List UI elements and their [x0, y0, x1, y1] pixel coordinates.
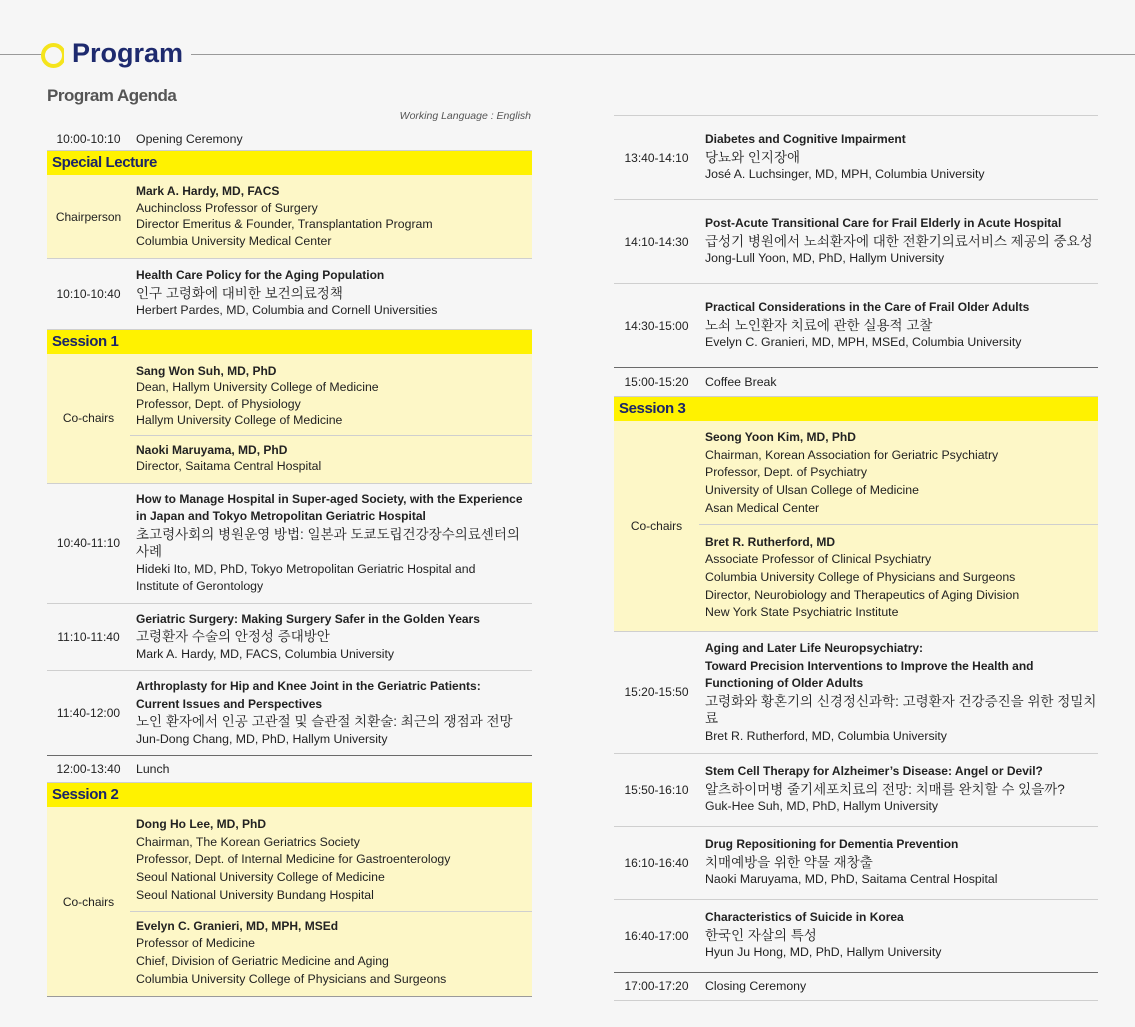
role-label: Co-chairs [62, 894, 115, 909]
talk-speaker: Hyun Ju Hong, MD, PhD, Hallym University [705, 945, 942, 960]
person-name: Sang Won Suh, MD, PhD [136, 363, 277, 378]
talk-speaker: Evelyn C. Granieri, MD, MPH, MSEd, Columbia University [705, 335, 1022, 350]
time: 17:00-17:20 [624, 979, 689, 994]
time: 16:40-17:00 [624, 928, 689, 943]
time: 13:40-14:10 [624, 150, 689, 165]
talk-title: Arthroplasty for Hip and Knee Joint in the Geriatric Patients: [136, 679, 481, 693]
talk-title: Post-Acute Transitional Care for Frail Elderly in Acute Hospital [705, 216, 1062, 231]
person-line: Chairman, The Korean Geriatrics Society [136, 834, 360, 849]
person-name: Bret R. Rutherford, MD [705, 534, 835, 549]
person-name: Evelyn C. Granieri, MD, MPH, MSEd [136, 918, 339, 933]
talk-title: Toward Precision Interventions to Improve the Health and [705, 658, 1034, 673]
left-column [47, 128, 532, 997]
agenda-title: Program Agenda [47, 86, 177, 105]
time: 14:30-15:00 [624, 318, 689, 333]
talk-korean: 치매예방을 위한 약물 재창출 [705, 854, 873, 870]
talk-row [614, 632, 1098, 754]
talk-title: Diabetes and Cognitive Impairment [705, 132, 906, 147]
talk-row [614, 115, 1098, 200]
person-line: Associate Professor of Clinical Psychiatry [705, 552, 932, 567]
time: 15:00-15:20 [624, 375, 689, 389]
person-line: Director Emeritus & Founder, Transplantation Program [136, 217, 433, 231]
person-line: Seoul National University Bundang Hospital [136, 887, 374, 902]
talk-row [614, 754, 1098, 827]
talk-title: Health Care Policy for the Aging Population [136, 268, 385, 282]
talk-speaker: Jun-Dong Chang, MD, PhD, Hallym University [136, 731, 388, 746]
talk-speaker: Institute of Gerontology [136, 579, 264, 593]
talk-title: Stem Cell Therapy for Alzheimer’s Disease: Angel or Devil? [705, 764, 1043, 779]
talk-title: Characteristics of Suicide in Korea [705, 910, 904, 925]
chair-person [130, 807, 532, 911]
talk-speaker: Jong-Lull Yoon, MD, PhD, Hallym University [705, 251, 945, 266]
person-line: Professor, Dept. of Internal Medicine for Gastroenterology [136, 852, 451, 867]
talk-title: How to Manage Hospital in Super-aged Society, with the Experience [136, 491, 523, 506]
special-lecture-chairs [47, 175, 532, 259]
person-line: Professor of Medicine [136, 936, 255, 951]
chair-person [130, 175, 532, 258]
session2-chairs [47, 807, 532, 997]
label: Coffee Break [705, 375, 777, 389]
talk-speaker: Naoki Maruyama, MD, PhD, Saitama Central Hospital [705, 872, 998, 887]
session1-band: Session 1 [47, 330, 532, 354]
talk-speaker: Bret R. Rutherford, MD, Columbia University [705, 729, 947, 743]
time: 12:00-13:40 [56, 762, 121, 776]
chair-person [130, 911, 532, 997]
talk-title: Current Issues and Perspectives [136, 696, 323, 711]
person-line: Chief, Division of Geriatric Medicine and Aging [136, 953, 389, 968]
talk-row [47, 484, 532, 604]
role-label: Co-chairs [630, 519, 683, 534]
time: 11:10-11:40 [57, 629, 120, 644]
person-line: Professor, Dept. of Psychiatry [705, 465, 867, 480]
talk-speaker: Mark A. Hardy, MD, FACS, Columbia University [136, 646, 395, 661]
time: 11:40-12:00 [56, 706, 121, 720]
person-line: Dean, Hallym University College of Medicine [136, 380, 379, 394]
person-line: Professor, Dept. of Physiology [136, 396, 301, 411]
closing-row [614, 973, 1098, 1001]
session2-band: Session 2 [47, 783, 532, 807]
special-lecture-band: Special Lecture [47, 151, 532, 175]
person-line: Director, Saitama Central Hospital [136, 459, 322, 473]
talk-title: Functioning of Older Adults [705, 676, 864, 691]
role-label: Chairperson [55, 209, 122, 224]
person-name: Dong Ho Lee, MD, PhD [136, 817, 266, 831]
talk-speaker: Guk-Hee Suh, MD, PhD, Hallym University [705, 799, 939, 814]
session1-chairs [47, 354, 532, 484]
session3-band: Session 3 [614, 397, 1098, 421]
header-ring-icon [41, 43, 66, 68]
person-name: Mark A. Hardy, MD, FACS [136, 184, 280, 198]
person-line: Asan Medical Center [705, 500, 820, 515]
talk-korean: 급성기 병원에서 노쇠환자에 대한 전환기의료서비스 제공의 중요성 [705, 233, 1093, 249]
label: Lunch [136, 762, 170, 776]
talk-title: Drug Repositioning for Dementia Prevention [705, 837, 959, 852]
time: 10:10-10:40 [56, 286, 121, 301]
chair-person [699, 524, 1098, 632]
talk-title: Aging and Later Life Neuropsychiatry: [705, 641, 924, 656]
right-column [614, 115, 1098, 1001]
person-line: New York State Psychiatric Institute [705, 605, 899, 620]
talk-speaker: José A. Luchsinger, MD, MPH, Columbia University [705, 167, 985, 182]
talk-korean: 한국인 자살의 특성 [705, 927, 817, 943]
opening-row [47, 128, 532, 151]
person-line: Columbia University College of Physicians and Surgeons [705, 569, 1016, 584]
talk-korean: 노쇠 노인환자 치료에 관한 실용적 고찰 [705, 317, 933, 333]
person-name: Naoki Maruyama, MD, PhD [136, 442, 288, 457]
person-line: Chairman, Korean Association for Geriatric Psychiatry [705, 447, 999, 462]
person-line: Columbia University College of Physicians and Surgeons [136, 971, 447, 986]
talk-korean: 초고령사회의 병원운영 방법: 일본과 도쿄도립건강장수의료센터의 사례 [136, 526, 520, 559]
person-name: Seong Yoon Kim, MD, PhD [705, 430, 856, 444]
chair-person [130, 354, 532, 435]
talk-row [614, 900, 1098, 973]
person-line: University of Ulsan College of Medicine [705, 483, 919, 498]
talk-korean: 당뇨와 인지장애 [705, 149, 801, 165]
working-language: Working Language : English [399, 110, 531, 122]
person-line: Director, Neurobiology and Therapeutics of Aging Division [705, 587, 1020, 602]
label: Opening Ceremony [136, 132, 243, 146]
person-line: Auchincloss Professor of Surgery [136, 200, 318, 215]
talk-title: Practical Considerations in the Care of Frail Older Adults [705, 300, 1030, 315]
chair-person [699, 421, 1098, 524]
talk-korean: 알츠하이머병 줄기세포치료의 전망: 치매를 완치할 수 있을까? [705, 781, 1065, 797]
talk-speaker: Hideki Ito, MD, PhD, Tokyo Metropolitan Geriatric Hospital and [136, 561, 476, 576]
person-line: Hallym University College of Medicine [136, 413, 343, 427]
talk-row [614, 827, 1098, 900]
talk-row [47, 671, 532, 756]
talk-row [614, 200, 1098, 284]
talk-korean: 노인 환자에서 인공 고관절 및 슬관절 치환술: 최근의 쟁점과 전망 [136, 714, 513, 729]
time: 10:40-11:10 [56, 536, 121, 550]
page-title: Program [64, 38, 191, 69]
talk-row [614, 284, 1098, 368]
talk-korean: 고령환자 수술의 안정성 증대방안 [136, 629, 330, 644]
talk-korean: 고령화와 황혼기의 신경정신과학: 고령환자 건강증진을 위한 정밀치료 [705, 693, 1097, 727]
person-line: Columbia University Medical Center [136, 233, 332, 248]
chair-person [130, 435, 532, 483]
coffee-row [614, 368, 1098, 397]
role-label: Co-chairs [62, 411, 115, 425]
talk-row [47, 259, 532, 330]
label: Closing Ceremony [705, 979, 807, 994]
time: 15:50-16:10 [624, 782, 689, 797]
lunch-row [47, 756, 532, 783]
time: 14:10-14:30 [624, 234, 689, 249]
talk-speaker: Herbert Pardes, MD, Columbia and Cornell Universities [136, 303, 438, 317]
talk-title: Geriatric Surgery: Making Surgery Safer in the Golden Years [136, 611, 480, 626]
talk-row [47, 604, 532, 672]
talk-title: in Japan and Tokyo Metropolitan Geriatric Hospital [136, 509, 426, 523]
time: 10:00-10:10 [56, 132, 121, 146]
person-line: Seoul National University College of Medicine [136, 870, 385, 885]
time: 15:20-15:50 [624, 685, 689, 700]
talk-korean: 인구 고령화에 대비한 보건의료정책 [136, 285, 343, 301]
time: 16:10-16:40 [624, 855, 689, 870]
session3-chairs [614, 421, 1098, 632]
